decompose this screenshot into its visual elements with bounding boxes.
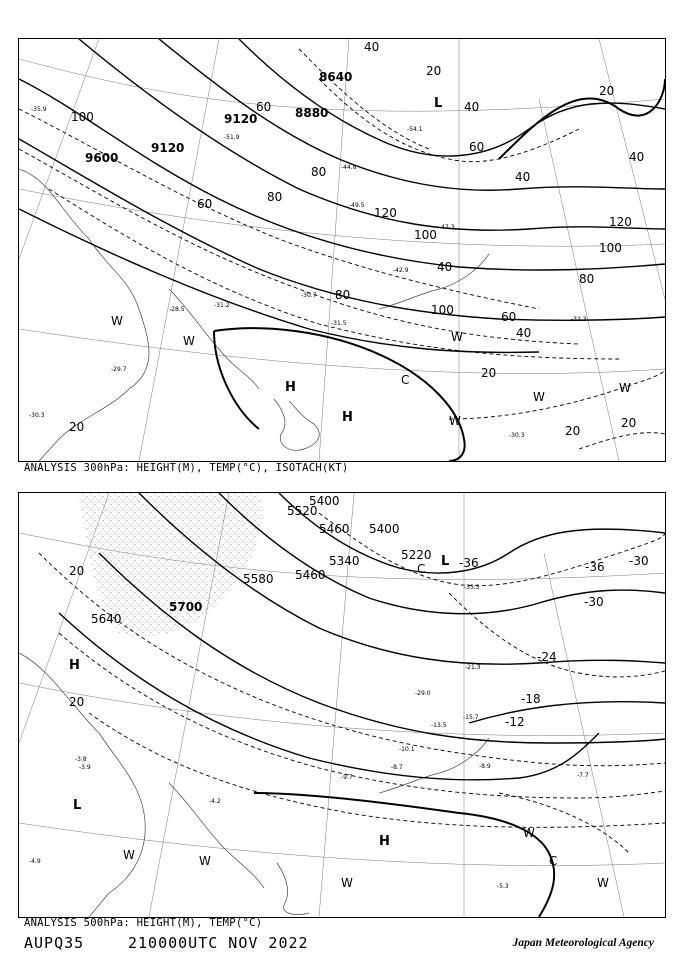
height-label: 5460: [295, 568, 326, 582]
temp-label: 20: [69, 695, 85, 709]
height-label: 5460: [319, 522, 350, 536]
isotach-label: 120: [609, 215, 632, 229]
temp-label: -24: [537, 650, 557, 664]
isotach-label: 40: [464, 100, 480, 114]
map-500hpa: [18, 492, 666, 918]
isotach-label: 100: [599, 241, 622, 255]
height-label: 5340: [329, 554, 360, 568]
map-300hpa: [18, 38, 666, 462]
station-obs: -9.7: [341, 774, 353, 781]
isotach-label: 20: [69, 420, 85, 434]
temp-label: -30: [584, 595, 604, 609]
isotach-label: 80: [335, 288, 351, 302]
station-obs: -31.2: [214, 302, 230, 309]
station-obs: -15.7: [463, 714, 479, 721]
temp-label: -36: [459, 556, 479, 570]
station-obs: -4.9: [29, 858, 41, 865]
station-obs: -31.5: [331, 320, 347, 327]
height-label: 8880: [295, 106, 329, 120]
isotach-label: 20: [599, 84, 615, 98]
isotach-label: 40: [515, 170, 531, 184]
isotach-label: 20: [565, 424, 581, 438]
height-label: 5400: [309, 494, 340, 508]
isotach-label: 80: [311, 165, 327, 179]
height-label: 5220: [401, 548, 432, 562]
temp-label: -36: [585, 560, 605, 574]
isotach-label: 40: [364, 40, 380, 54]
low-center: L: [73, 798, 82, 813]
height-label: 5640: [91, 612, 122, 626]
caption-500hpa: ANALYSIS 500hPa: HEIGHT(M), TEMP(°C): [24, 917, 263, 929]
agency-name: Japan Meteorological Agency: [512, 937, 654, 949]
low-center: L: [441, 554, 450, 569]
station-obs: -30.3: [509, 432, 525, 439]
station-obs: -8.7: [391, 764, 403, 771]
station-obs: -29.0: [415, 690, 431, 697]
station-obs: -21.3: [465, 664, 481, 671]
isotach-label: 120: [374, 206, 397, 220]
high-center: H: [379, 834, 390, 849]
station-obs: -33.3: [464, 584, 480, 591]
station-obs: -3.9: [79, 764, 91, 771]
temp-label: 20: [69, 564, 85, 578]
height-label: 5700: [169, 600, 203, 614]
high-center: H: [285, 380, 296, 395]
isotach-label: 100: [71, 110, 94, 124]
isotach-label: 60: [501, 310, 517, 324]
isotach-label: 60: [256, 100, 272, 114]
station-obs: -29.7: [111, 366, 127, 373]
station-obs: -30.3: [29, 412, 45, 419]
height-label: 5580: [243, 572, 274, 586]
station-obs: -4.2: [209, 798, 221, 805]
cold-marker: C: [401, 373, 410, 387]
warm-marker: W: [533, 390, 545, 404]
station-obs: -35.9: [31, 106, 47, 113]
warm-marker: W: [123, 848, 135, 862]
valid-time: 210000UTC NOV 2022: [128, 934, 309, 952]
isotach-label: 40: [437, 260, 453, 274]
height-contours: [19, 39, 665, 352]
station-obs: -5.3: [497, 883, 509, 890]
height-label: 9120: [224, 112, 258, 126]
warm-marker: W: [523, 826, 535, 840]
warm-marker: W: [451, 330, 463, 344]
height-contour-heavy: [254, 793, 554, 917]
high-center: H: [342, 410, 353, 425]
temp-label: -12: [505, 715, 525, 729]
isotach-label: 60: [469, 140, 485, 154]
isotach-label: 100: [431, 303, 454, 317]
caption-300hpa: ANALYSIS 300hPa: HEIGHT(M), TEMP(°C), ISOTACH(KT): [24, 462, 349, 474]
height-label: 5520: [287, 504, 318, 518]
product-code: AUPQ35: [24, 934, 85, 952]
isotach-label: 60: [197, 197, 213, 211]
high-center: H: [69, 658, 80, 673]
isotach-label: 40: [629, 150, 645, 164]
station-obs: -51.9: [224, 134, 240, 141]
low-center: L: [434, 96, 443, 111]
height-label: 9120: [151, 141, 185, 155]
map-300hpa-graphic: [19, 39, 665, 461]
height-label: 9600: [85, 151, 119, 165]
station-obs: -10.1: [399, 746, 415, 753]
isotach-label: 40: [516, 326, 532, 340]
map-500hpa-graphic: [19, 493, 665, 917]
station-obs: -47.3: [439, 224, 455, 231]
warm-marker: W: [111, 314, 123, 328]
station-obs: -32.3: [571, 316, 587, 323]
height-label: 8640: [319, 70, 353, 84]
warm-marker: W: [449, 414, 461, 428]
isotach-label: 20: [426, 64, 442, 78]
warm-marker: W: [619, 381, 631, 395]
station-obs: -54.1: [407, 126, 423, 133]
station-obs: -3.8: [75, 756, 87, 763]
isotach-label: 80: [267, 190, 283, 204]
cold-marker: C: [549, 854, 558, 868]
warm-marker: W: [597, 876, 609, 890]
station-obs: -8.9: [479, 763, 491, 770]
height-label: 5400: [369, 522, 400, 536]
station-obs: -30.7: [301, 292, 317, 299]
station-obs: -28.5: [169, 306, 185, 313]
station-obs: -42.9: [393, 267, 409, 274]
coastline: [19, 169, 489, 461]
station-obs: -49.5: [349, 202, 365, 209]
isotach-label: 20: [621, 416, 637, 430]
isotach-label: 80: [579, 272, 595, 286]
isotach-label: 100: [414, 228, 437, 242]
station-obs: -44.8: [341, 164, 357, 171]
warm-marker: W: [183, 334, 195, 348]
cold-marker: C: [417, 562, 426, 576]
temp-label: -18: [521, 692, 541, 706]
station-obs: -7.7: [577, 772, 589, 779]
station-obs: -13.5: [431, 722, 447, 729]
temp-label: -30: [629, 554, 649, 568]
warm-marker: W: [199, 854, 211, 868]
isotach-label: 20: [481, 366, 497, 380]
warm-marker: W: [341, 876, 353, 890]
